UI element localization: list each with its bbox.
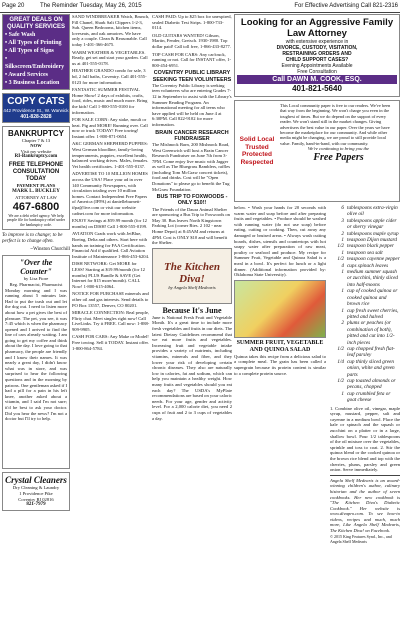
ingredient-text: cup fresh sweet cherries, pitted and halved [347, 307, 399, 320]
ingredient-text: cup thinly sliced green onion, white and green parts [347, 358, 395, 378]
ingredient-qty: 1 [341, 249, 344, 256]
ingredient-row [330, 308, 400, 321]
classified-ad: CASH PAID: Up to $25 box for unexpired, sealed Diabetic Test Strips. 1-800-733-0114. [152, 14, 232, 31]
ingredient-row [330, 320, 400, 346]
kitchen-diva-title: The Kitchen Diva! [164, 261, 220, 286]
ingredient-qty: 1/2 [337, 256, 344, 263]
brain-cancer-heading: BRAIN CANCER RESEARCH FUNDRAISER [155, 129, 229, 142]
ingredient-qty: 1 [341, 269, 344, 276]
services-item: • Award Services [5, 72, 48, 78]
family-law-line: Evening Appointments Available [281, 63, 353, 69]
header-tagline: For Effective Advertising Call 821-2316 [294, 3, 398, 9]
ingredient-text: tablespoons apple cider or sherry vinegar [347, 217, 397, 231]
ingredient-qty: 1/2 [337, 345, 344, 352]
services-item: • Safe Wash [5, 32, 36, 38]
classified-ad: MIRACLE CONNECTION: Real people, Flirty chat. Meet singles right now! Call LiveLinks. Try it FREE. Call now: 1-888-909-9905. [72, 310, 150, 332]
recipe-left [234, 205, 326, 545]
author-bio: Angela Shelf Medearis is an award-winning children's author, culinary historian and the author of seven cookbooks. Her new cookbook is "The Kitchen Diva's Diabetic Cookbook." Her website is www.divapro.com. To see how-to videos, recipes and much, much more, Like Angela Shelf Medearis, The Kitchen Diva! on Facebook. [330, 477, 400, 534]
bankruptcy-consult: FREE TELEPHONE CONSULTATION [8, 162, 64, 176]
crystal-line: Coventry RI 02816 [18, 496, 54, 502]
coventry-library-heading: COVENTRY PUBLIC LIBRARY SEEKING TEEN VOLUNTEERS [152, 70, 232, 83]
ingredient-row [330, 346, 400, 359]
ingredient-text: tablespoons maple syrup [347, 230, 399, 237]
copycats-address: 442 Providence St., W. Warwick [3, 108, 69, 113]
over-counter-credential: Reg. Pharmacist, Pharmacist [9, 281, 63, 287]
services-item: • Silkscreen/Embroidery [5, 56, 65, 70]
page-header [0, 0, 400, 13]
over-counter-author: by Lisa Fiore [23, 276, 49, 282]
crystal-phone: 821-7979 [26, 502, 46, 508]
issue-date: The Reminder Tuesday, May 26, 2015 [40, 3, 142, 9]
bankruptcy-line: Chapter 7 & 13 [21, 137, 51, 143]
ingredient-text: cup chopped fresh flat-leaf parsley [347, 345, 395, 359]
ingredient-text: plums or peaches (or combination of both), pitted and cut into 1/2-inch pieces [347, 320, 395, 346]
ingredient-qty: 1 [341, 307, 344, 314]
recipe-tips: below. • Wash your hands for 20 seconds with warm water and soap before and after preparing fruits and vegetables. • Produce should be washed with running water (do not use soap) before eating, cutting or cooking. Then, cut away any damaged or bruised areas. • Always wash cutting boards, dishes, utensils and countertops with hot soapy water after preparation of raw meat, poultry or seafood and produce. My recipe for Summer Fruit, Vegetable and Quinoa Salad is a meal in a bowl. It's perfect for lunch or a light dinner. (Additional information provided by: Oklahoma State University). [234, 205, 326, 278]
bankruptcy-title2: ATTORNEY AT LAW [15, 194, 57, 200]
copyright: © 2015 King Features Synd., Inc., and Angela Shelf Medearis [330, 533, 392, 545]
bankruptcy-ad [2, 126, 70, 231]
column-4 [234, 14, 400, 622]
services-item: • All Types of Printing [5, 40, 62, 46]
free-papers-logo: Free Papers [313, 151, 364, 163]
over-counter-body: Monday morning and I was running about 5 minutes late. Had to put the trash out and let the dog out. I need to listen more about how a pet gives the best of pleasure. The pet, you see, it was 7:45 which is when the pharmacy opened and I arrived to find the line of cars already waiting. I am going to get my coffee and think about the day. I love going to that pharmacy, the people are friendly and I know their names. It was nearly a great day, I didn't know what was in store, and was surprised to hear the following questions and in the morning by patrons. One gentleman asked if I had a pill for a pain in his left knee, another asked about a vitamin, and I said I'm not sure; it'd be best to ask your doctor. Did you hear the news? I'm not a doctor but I'll try to help. [5, 287, 67, 422]
ingredient-qty: 6 [341, 205, 344, 211]
family-law-ad [234, 14, 400, 97]
page-number: Page 20 [2, 3, 25, 9]
copycats-ad [2, 93, 70, 123]
ingredient-text: teaspoon sea salt [347, 249, 383, 256]
copycats-logo: COPY CATS [7, 96, 65, 107]
crystal-cleaners-ad [2, 472, 70, 511]
classified-ad: AKC GERMAN SHEPHERD PUPPIES: West German bloodline, family-loving temperaments, puppies, excellent health, balanced working drives. Males, females. Vet health certificates. 1-401-555-0137. [72, 141, 149, 169]
services-list [5, 31, 67, 87]
bankruptcy-phone: 467-6800 [12, 200, 60, 213]
brain-cancer-body: The Mishnock Barn, 200 Mishnock Road, West Greenwich will host a Brain Cancer Research Fundraiser on June 7th from 3-7PM. Come enjoy live music with Jagger as well as The Bluegrass Ramblers, raffles (including Tom McGraw concert tickets), food and drinks. Cost will be "Open Donations" to please go to benefit the Tug McGraw Foundation. [152, 141, 231, 192]
classified-ad: DISH NETWORK: Get MORE for LESS! Starting at $19.99/month (for 12 months) PLUS Bundle & SAVE (Get Internet for $15 more/month). CALL Now! 1-800-615-4064. [72, 261, 145, 289]
ingredient-text: teaspoon cayenne pepper [347, 256, 400, 263]
ingredient-text: cups spinach leaves [347, 262, 389, 269]
family-law-line: with extensive experience in [285, 39, 349, 45]
services-ad [2, 14, 70, 90]
classified-ad: ENJOY Savings at $59.99 month (for 12 months) on DISH! Call 1-800-555-0199. [72, 218, 148, 229]
classified-ad: FOR SALE CORN: Any stake, moult or heat. Pig and MORE! Running over. Call now or truck TODAY! Free towing! Instant offer. 1-800-871-0654 [72, 117, 148, 139]
ingredient-qty: 2 [341, 230, 344, 237]
ingredient-text: cup of cooked quinoa or cooked quinoa and brown rice [347, 288, 398, 308]
classified-ad: NOTICE FOR PURCHASE minerals and other oil and gas interests. Send details to PO Box 13557, Denver, CO 80201. [72, 291, 149, 308]
kitchen-diva-author: by Angela Shelf Medearis [168, 285, 216, 291]
coventry-library-body: The Coventry Public Library is seeking teen volunteers who are entering Grades 7-12 in September to assist with the Library's Summer Reading Program. An informational meeting for all teens who have applied will be held on June 4 at 6:30PM. Call 822-9102 for more information. [152, 82, 232, 127]
bankruptcy-payment: PAYMENT PLANS [16, 183, 56, 189]
services-title: GREAT DEALS ON QUALITY SERVICES [6, 17, 66, 30]
family-law-line: DIVORCE, CUSTODY, VISITATION, [276, 45, 358, 51]
bankruptcy-note: We are a debt relief agency. We help people file for bankruptcy relief under the bankruptcy code. [6, 213, 66, 227]
ingredient-row [330, 359, 400, 378]
bankruptcy-today: TODAY [25, 176, 47, 183]
solid-thanks: We're continuing to bring you the [307, 146, 370, 152]
family-law-line: CHILD SUPPORT CASES? [285, 57, 349, 63]
bus-trip-heading: BUS TRIP TO FOXWOODS - ONLY $10!! [156, 194, 228, 207]
solid-local-ad [234, 100, 400, 202]
salad-intro: Quinoa takes this recipe from a delicious salad to a complete meal. The grain has been called a supergrain because its protein content is similar to a complete protein source. [234, 353, 326, 376]
crystal-logo: Crystal Cleaners [5, 475, 67, 486]
services-item: • All Types of Signs [5, 48, 54, 54]
family-law-call: Call DAWN M. COOK, ESQ. [237, 75, 397, 84]
ingredient-text: medium summer squash or zucchini, thinly sliced into half-moons [347, 269, 399, 288]
ingredient-row [330, 391, 400, 404]
kitchen-diva-logo [152, 248, 232, 304]
bankruptcy-line: Visit my website [20, 148, 52, 154]
ingredient-text: teaspoon Dijon mustard [347, 237, 397, 244]
classified-ad: ADVERTISE TO 10 MILLION HOMES across the USA! Place your ad in over 140 Community Newspapers, with circulation totaling over 10 million homes. Contact Independent Free Papers of America (IFPA) at danielleburnett-ifpa@live.com or visit our website cadnet.com for more information. [72, 171, 148, 216]
family-law-line: RESTRAINING ORDERS AND [282, 51, 352, 57]
bankruptcy-title: BANKRUPTCY [8, 128, 64, 138]
divider [330, 475, 400, 476]
classified-ad: OLD GUITARS WANTED! Gibson, Martin, Fender, Gretsch. 1930-1980. Top dollar paid! Call toll free, 1-866-433-8277. [152, 32, 231, 49]
bus-trip-body: The Friends of the Daura Animal Shelter are sponsoring a Bus Trip to Foxwoods on May 30. Bus leaves North Kingstown Parking Lot (corner Rtes. 2 102 - near Home Depot) at 8:45AM and returns at 4PM. Cost is ONLY $10 and will benefit the Shelter. [152, 206, 230, 246]
crystal-line: Dry Cleaning & Laundry [12, 485, 60, 491]
because-june-body: June is National Fresh Fruit and Vegetable Month. It's a great time to include more fresh vegetables and fruits in our diets. The latest Dietary Guidelines recommend that we eat more fruits and vegetables. Increasing fruit and vegetable intake provides a variety of nutrients, including vitamins, minerals and fiber, and they lower your risk of developing certain chronic diseases. They also are naturally low in calories, fat and sodium, which can help you maintain a healthy weight. How many fruits and vegetables should you eat each day? The USDA's MyPlate recommendations are based on your caloric needs. For your age, gender and activity level. For a 2,000 calorie diet, you need 2 cups of fruit and 2 to 3 cups of vegetables a day. [152, 314, 232, 421]
ingredient-row [330, 288, 400, 307]
family-law-phone: 401-821-5640 [292, 84, 342, 93]
solid-badge-text: Solid Local Trusted Protected Respected [239, 136, 275, 166]
ingredient-row [330, 205, 400, 218]
services-item: • 3 Business Location [5, 80, 60, 86]
ingredient-qty: 3 [341, 217, 344, 224]
bankruptcy-lawyer: MARK L. BUCKLEY [12, 188, 60, 194]
ingredient-qty: 1 [341, 390, 344, 397]
classified-ad: WARM WEATHER & VEGETABLES. Ready, get set and start your garden. Call us at 401-555-0178. [72, 49, 148, 66]
ingredient-text: teaspoon black pepper [347, 243, 394, 250]
family-law-title: Looking for an Aggressive Family Law Attorney [240, 17, 394, 39]
ingredient-qty: 1/4 [337, 358, 344, 365]
solid-body: This Local community paper is free to our readers. We've been that way from the beginning. We won't charge you even in the toughest of times. But we do depend on the support of every reader. We won't stand still in the market changes. Giving advertisers the best value in our paper. Over the years we have become the marketplace for our community. And while other media might be changing, we are proud to still provide local value. Family, hand-in-hand, with our community. [280, 103, 391, 146]
ingredient-qty: 1/2 [337, 243, 344, 250]
ingredient-qty: 1/2 [337, 377, 344, 384]
ingredient-qty: 4 [341, 262, 344, 269]
column-3 [152, 14, 232, 622]
classified-ad: AVIATION Grads work with JetBlue, Boeing, Delta and others. Start here with hands on training for FAA Certification. Financial Aid if qualified. Call Aviation Institute of Maintenance 1-866-453-6204. [72, 231, 150, 259]
over-counter-column [2, 255, 70, 469]
recipe-section [234, 205, 400, 545]
ingredient-qty: 1 [341, 237, 344, 244]
ingredient-qty: 2 [341, 320, 344, 327]
ingredient-list [330, 205, 400, 404]
classified-ad: FANTASTIC SUMMER FESTIVAL Home Show! 2 days of exhibits, crafts, food, rides, music and much more. Bring the kids! Call 1-800-555-0100 for information. [72, 87, 148, 115]
churchill-byline: ~Winston Churchill [30, 247, 70, 253]
veggie-photo [234, 280, 326, 338]
ingredient-text: cup crumbled feta or goat cheese [347, 390, 391, 404]
ingredient-row [330, 378, 400, 391]
ingredient-text: tablespoons extra-virgin olive oil [347, 205, 398, 218]
solid-badge [237, 103, 277, 199]
salad-title: SUMMER FRUIT, VEGETABLE AND QUINOA SALAD [236, 339, 324, 353]
ingredient-row [330, 218, 400, 231]
ingredient-text: cup toasted almonds or pecans, chopped [347, 377, 396, 391]
classified-ad: TOP CASH FOR CARS: Any car/truck, running or not. Call for INSTANT offer, 1-800-454-6951. [152, 51, 232, 68]
bankruptcy-website: RI-Bankruptcy.com [14, 154, 58, 160]
classified-ad: SAND WINDBREAKER Watch, Brunch, Fill Chanel, Shark Salt Clippers 1-2-3, Sub. Queen Bedrooms, kitchen items, loveseats, and oak armoires. We have only a couple. Clean & Reasonable. Call today 1-401-366-4675. [72, 14, 150, 47]
classified-ad: CASH FOR CARS: Any Make or Model! Free towing. Sell it TODAY. Instant offer. 1-800-864-5784. [72, 334, 149, 351]
over-counter-title: "Over the Counter" [19, 258, 53, 277]
copycats-phone: 401-828-2828 [20, 113, 52, 120]
recipe-steps: 1. Combine olive oil, vinegar, maple syrup, mustard, pepper, salt and cayenne in a medium bowl. Place the kale or spinach and the squash or zucchini on a platter or in a large, shallow bowl. Pour 1/2 tablespoons of the oil mixture over the vegetables, sprinkle and toss to coat. 2. Stir the quinoa blend or the cooked quinoa or the brown rice blend and top with the cherries, plums, parsley and green onion. Serve immediately. [330, 405, 400, 473]
churchill-quote: To improve is to change; to be perfect is to change often. [2, 233, 63, 245]
crystal-line: 1 Providence Pike [19, 490, 53, 496]
family-law-line: Free Consultation [297, 69, 337, 75]
ingredient-qty: 1 [341, 288, 344, 295]
because-june-title: Because It's June [162, 305, 222, 315]
column-2-classifieds [72, 14, 150, 622]
ingredient-row [330, 269, 400, 288]
column-1 [2, 14, 70, 622]
bankruptcy-line: NOW [30, 143, 42, 149]
classified-ad: HEATHER GRANDO condo for sale, 3 bd, 2 full baths, Coventry. Call 401-555-0123 for more information. [72, 68, 147, 85]
recipe-right [330, 205, 400, 545]
